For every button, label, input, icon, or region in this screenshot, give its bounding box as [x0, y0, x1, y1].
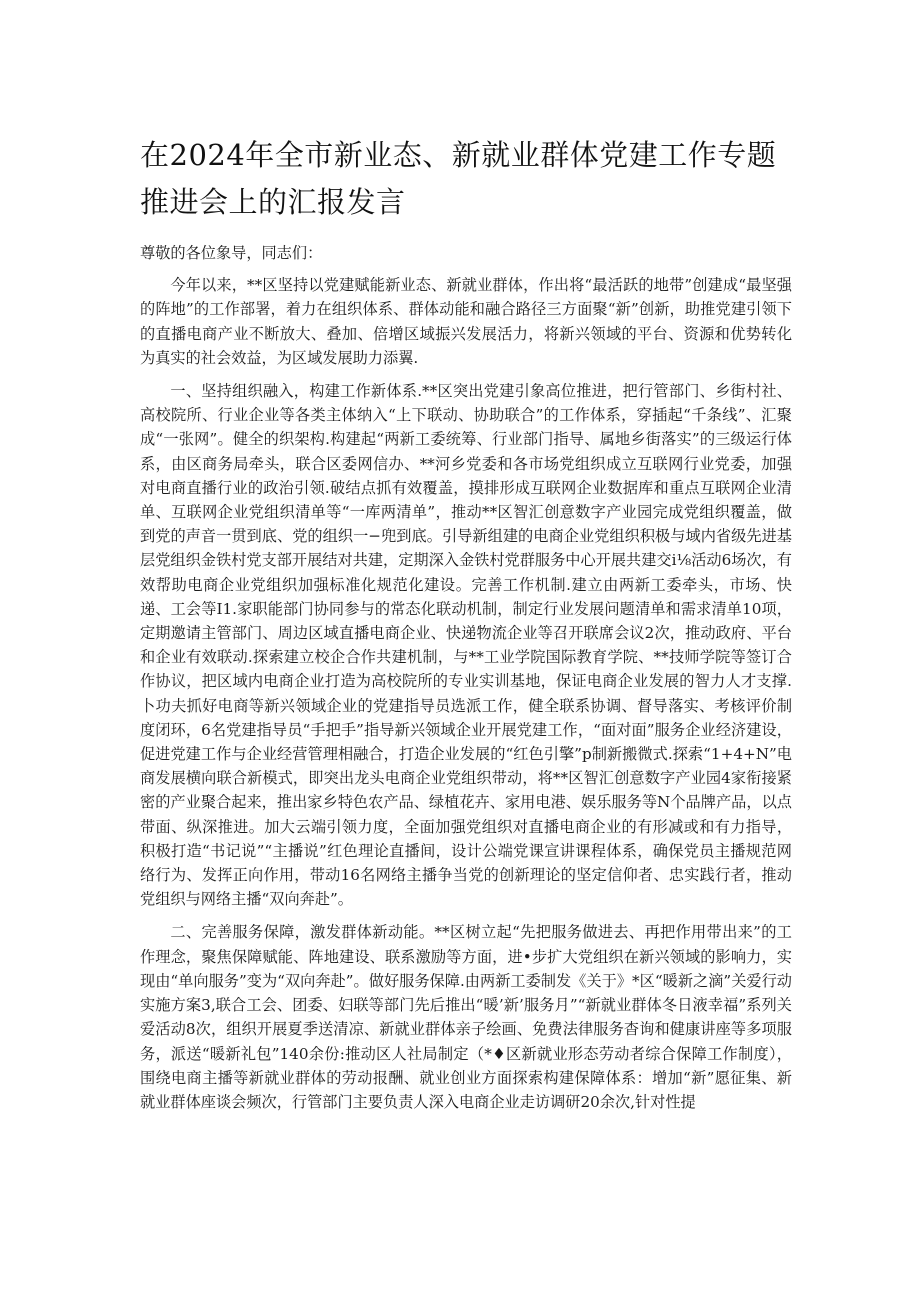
paragraph-intro: 今年以来，**区坚持以党建赋能新业态、新就业群体，作出将“最活跃的地带”创建成“最坚强的阵地”的工作部署，着力在组织体系、群体动能和融合路径三方面聚“新”创新，助推党建引领下的直播电商产业不断放大、叠加、倍增区域振兴发展活力，将新兴领域的平台、资源和优势转化为真实的社会效益，为区域发展助力添翼. — [140, 276, 792, 367]
document-title: 在2024年全市新业态、新就业群体党建工作专题推进会上的汇报发言 — [140, 138, 777, 219]
salutation: 尊敬的各位象导，同志们： — [140, 244, 323, 262]
paragraph-section-1: 一、坚持组织融入，构建工作新体系.**区突出党建引象高位推进，把行管部门、乡街村社、高校院所、行业企业等各类主体纳入“上下联动、协助联合”的工作体系，穿插起“千条线”、汇聚成“一张网”。健全的织架构.构建起“两新工委统筹、行业部门指导、属地乡街落实”的三级运行体系，由区商务局牵头，联合区委网信办、**河乡党委和各市场党组织成立互联网行业党委，加强对电商直播行业的政治引领.破结点抓有效覆盖，摸排形成互联网企业数据库和重点互联网企业清单、互联网企业党组织清单等“一库两清单”，推动**区智汇创意数字产业园完成党组织覆盖，做到党的声音一贯到底、党的组织一−兜到底。引导新组建的电商企业党组织积极与域内省级先进基层党组织金铁村党支部开展结对共建，定期深入金铁村党群服务中心开展共建交i⅛活动6场次，有效帮助电商企业党组织加强标准化规范化建设。完善工作机制.建立由两新工委牵头，市场、快递、工会等I1.家职能部门协同参与的常态化联动机制，制定行业发展问题清单和需求清单10项，定期邀请主管部门、周边区域直播电商企业、快递物流企业等召开联席会议2次，推动政府、平台和企业有效联动.探索建立校企合作共建机制，与**工业学院国际教育学院、**技师学院等签订合作协议，把区域内电商企业打造为高校院所的专业实训基地，保证电商企业发展的智力人才支撑.卜功夫抓好电商等新兴领域企业的党建指导员选派工作，健全联系协调、督导落实、考核评价制度闭环，6名党建指导员“手把手”指导新兴领域企业开展党建工作，“面对面”服务企业经济建设，促进党建工作与企业经营管理相融合，打造企业发展的“红色引擎”p制新搬微式.探索“1+4+N”电商发展横向联合新模式，即突出龙头电商企业党组织带动，将**区智汇创意数字产业园4家衔接紧密的产业聚合起来，推出家乡特色农产品、绿植花卉、家用电港、娱乐服务等N个品牌产品，以点带面、纵深推进。加大云端引领力度，全面加强党组织对直播电商企业的有形减或和有力指导，积极打造“书记说”“主播说”红色理论直播间，设计公端党课宣讲课程体系，确保党员主播规范网络行为、发挥正向作用，带动16名网络主播争当党的创新理论的坚定信仰者、忠实践行者，推动党组织与网络主播“双向奔赴”。 — [140, 382, 792, 909]
document-body — [140, 241, 792, 1123]
paragraph-section-2: 二、完善服务保障，激发群体新动能。**区树立起“先把服务做进去、再把作用带出来”的工作理念，聚焦保障赋能、阵地建设、联系激励等方面，进•步扩大党组织在新兴领域的影响力，实现由“单向服务”变为“双向奔赴”。做好服务保障.由两新工委制发《关于》*区“暖新之滴”关爱行动实施方案3,联合工会、团委、妇联等部门先后推出“暖’新’服务月”“新就业群体冬日液幸福”系列关爱活动8次，组织开展夏季送清凉、新就业群体亲子绘画、免费法律服务杳询和健康讲座等多项服务，派送“暖新礼包”140余份:推动区人社局制定（*♦区新就业形态劳动者综合保障工作制度），围绕电商主播等新就业群体的劳动报酬、就业创业方面探索构建保障体系：增加“新”愿征集、新就业群体座谈会频次，行管部门主要负责人深入电商企业走访调研20余次,针对性提 — [140, 923, 792, 1111]
